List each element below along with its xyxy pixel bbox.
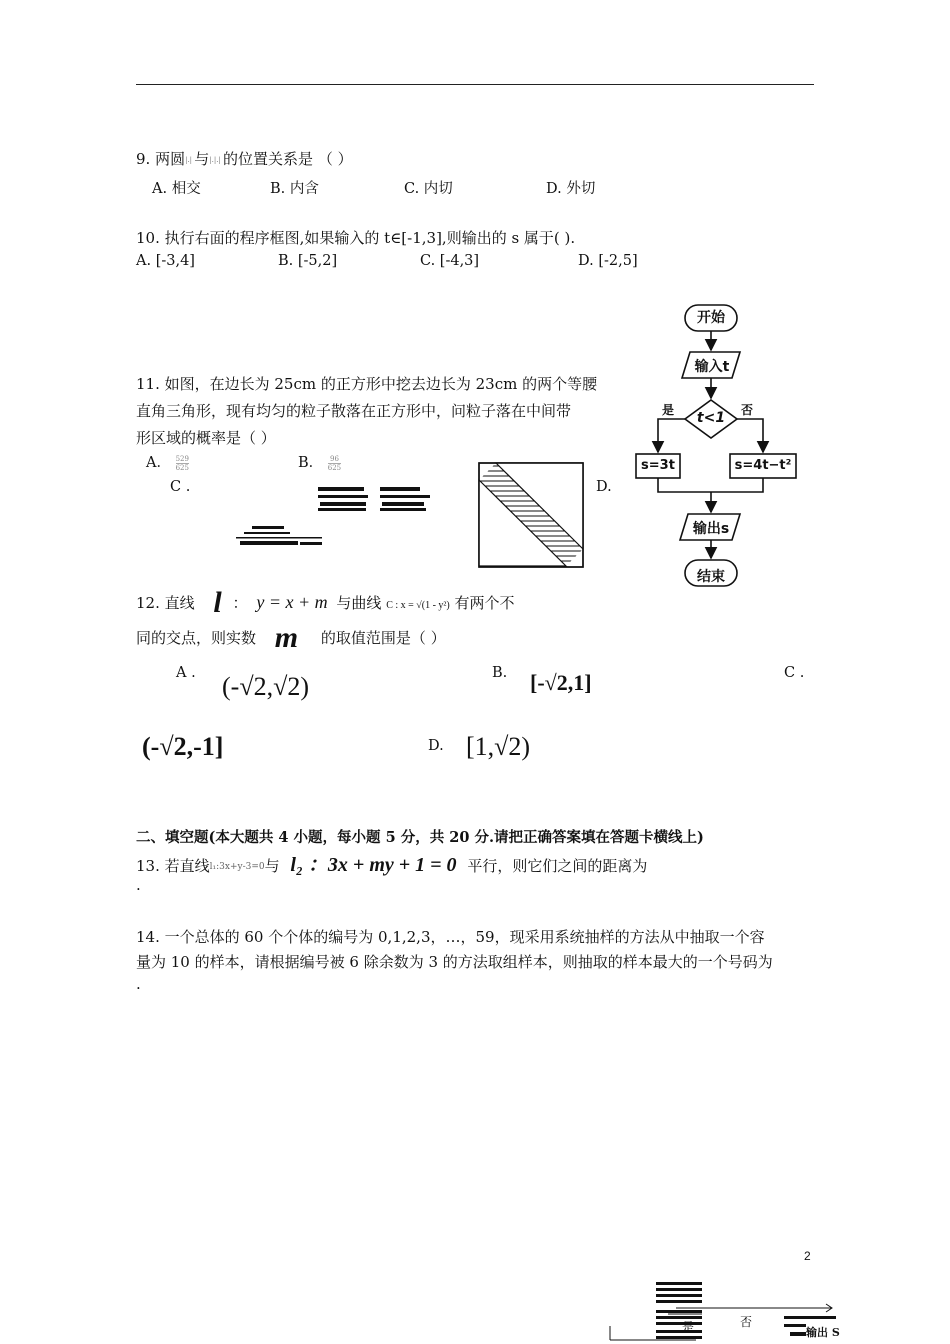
- q11-option-b-fraction: [328, 455, 341, 472]
- q9-circle1-formula: |.|: [185, 156, 195, 164]
- q13-stem-pre: 13. 若直线: [136, 857, 210, 875]
- q9-circle2-formula: |.|.|: [209, 156, 224, 164]
- q13-stem-mid: 与: [264, 857, 280, 875]
- q13-stem-post: 平行，则它们之间的距离为: [462, 857, 648, 875]
- header-rule: [136, 84, 814, 85]
- q12-line-var: l: [213, 586, 222, 619]
- q9-option-c: C. 内切: [404, 181, 453, 197]
- q12-option-b: [-√2,1]: [530, 670, 592, 695]
- q12-stem-line1: [136, 586, 515, 620]
- q11-stem-line1: 11. 如图，在边长为 25cm 的正方形中挖去边长为 23cm 的两个等腰: [136, 375, 598, 393]
- q12-colon: ：: [232, 596, 248, 612]
- q12-option-a-label: A .: [176, 665, 196, 681]
- flowchart-output-label: 输出s: [692, 521, 730, 537]
- q9-stem: [136, 148, 353, 169]
- q11-option-a-fraction: [176, 455, 189, 472]
- q12-line-equation: y = x + m: [256, 592, 328, 612]
- q12-option-d: [1,√2): [466, 732, 531, 761]
- section2-heading: 二、填空题(本大题共 4 小题，每小题 5 分，共 20 分.请把正确答案填在答题卡横线上): [136, 829, 704, 846]
- bottom-fragment-output: 输出 S: [806, 1326, 840, 1339]
- q10-option-c: C. [-4,3]: [420, 253, 480, 269]
- page-number: 2: [804, 1249, 811, 1263]
- q12-option-b-label: B.: [492, 665, 508, 681]
- q10-stem: 10. 执行右面的程序框图,如果输入的 t∈[-1,3],则输出的 s 属于( ).: [136, 229, 576, 247]
- flowchart-right-box-label: s=4t−t²: [734, 458, 792, 473]
- q14-stem-line2: 量为 10 的样本，请根据编号被 6 除余数为 3 的方法取组样本，则抽取的样本最大的一个号码为: [136, 953, 773, 971]
- q12-stem-line2: [136, 621, 446, 655]
- flowchart-end-label: 结束: [697, 569, 725, 585]
- q11-b-num: 96: [329, 454, 339, 463]
- flowchart-input-label: 输入t: [694, 359, 730, 375]
- q12-stem-line2-pre: 同的交点，则实数: [136, 629, 257, 647]
- q11-a-num: 529: [175, 454, 189, 463]
- q11-option-b: [298, 451, 341, 472]
- q10-option-b: B. [-5,2]: [278, 253, 338, 269]
- q11-stem-line3: 形区域的概率是（ ）: [136, 429, 276, 447]
- q9-option-d: D. 外切: [546, 181, 596, 197]
- q13-l2-equation: l₂ ：3x + my + 1 = 0: [290, 854, 457, 876]
- q9-stem-pre: 9. 两圆: [136, 150, 186, 168]
- q14-stem-line3: .: [136, 975, 141, 993]
- q9-stem-post: 的位置关系是 （ ）: [223, 150, 353, 168]
- q12-option-c: (-√2,-1]: [142, 732, 224, 761]
- q12-stem-pre: 12. 直线: [136, 594, 195, 612]
- q11-option-c: C .: [170, 479, 191, 495]
- flowchart-start-label: 开始: [697, 310, 725, 326]
- bottom-fragment-yes: 是: [682, 1320, 695, 1334]
- q11-square-band-diagram: [478, 462, 584, 568]
- q11-garbled-fraction-c: [234, 524, 326, 548]
- q10-option-a: A. [-3,4]: [136, 253, 195, 269]
- q11-option-b-label: B．: [298, 455, 324, 471]
- q11-garbled-fraction-cd: [316, 484, 434, 512]
- q10-option-d: D. [-2,5]: [578, 253, 638, 269]
- flowchart-yes-label: 是: [662, 403, 675, 417]
- q14-stem-line1: 14. 一个总体的 60 个个体的编号为 0,1,2,3，…，59，现采用系统抽样的方法从中抽取一个容: [136, 928, 765, 946]
- flowchart-left-box-label: s=3t: [641, 458, 675, 473]
- q11-option-d: D.: [596, 479, 612, 495]
- q13-stem-line2: .: [136, 876, 141, 894]
- flowchart: [628, 300, 808, 592]
- q11-option-a: [146, 451, 189, 472]
- q12-stem-line2-post: 的取值范围是（ ）: [320, 629, 446, 647]
- q13-stem-line1: [136, 848, 647, 877]
- q11-b-den: 625: [327, 463, 342, 472]
- q11-option-a-label: A．: [146, 455, 171, 471]
- q9-option-a: A. 相交: [152, 181, 201, 197]
- q12-option-a: (-√2,√2): [222, 672, 310, 701]
- flowchart-no-label: 否: [741, 403, 754, 417]
- q11-stem-line2: 直角三角形，现有均匀的粒子散落在正方形中，问粒子落在中间带: [136, 402, 572, 420]
- q12-option-c-label: C .: [784, 665, 805, 681]
- q12-stem-post: 有两个不: [454, 594, 515, 612]
- flowchart-condition-label: t<1: [696, 410, 726, 426]
- bottom-fragment-no: 否: [740, 1315, 753, 1329]
- q9-stem-mid: 与: [194, 150, 210, 168]
- q12-option-d-label: D.: [428, 738, 444, 754]
- q12-m-var: m: [274, 621, 299, 654]
- q11-a-den: 625: [175, 463, 189, 472]
- q9-option-b: B. 内含: [270, 181, 319, 197]
- q12-curve-equation: C : x = √(1 - y²): [386, 600, 450, 611]
- q12-stem-mid: 与曲线: [336, 594, 382, 612]
- q13-l1-equation: l₁:3x+y-3=0: [209, 862, 265, 872]
